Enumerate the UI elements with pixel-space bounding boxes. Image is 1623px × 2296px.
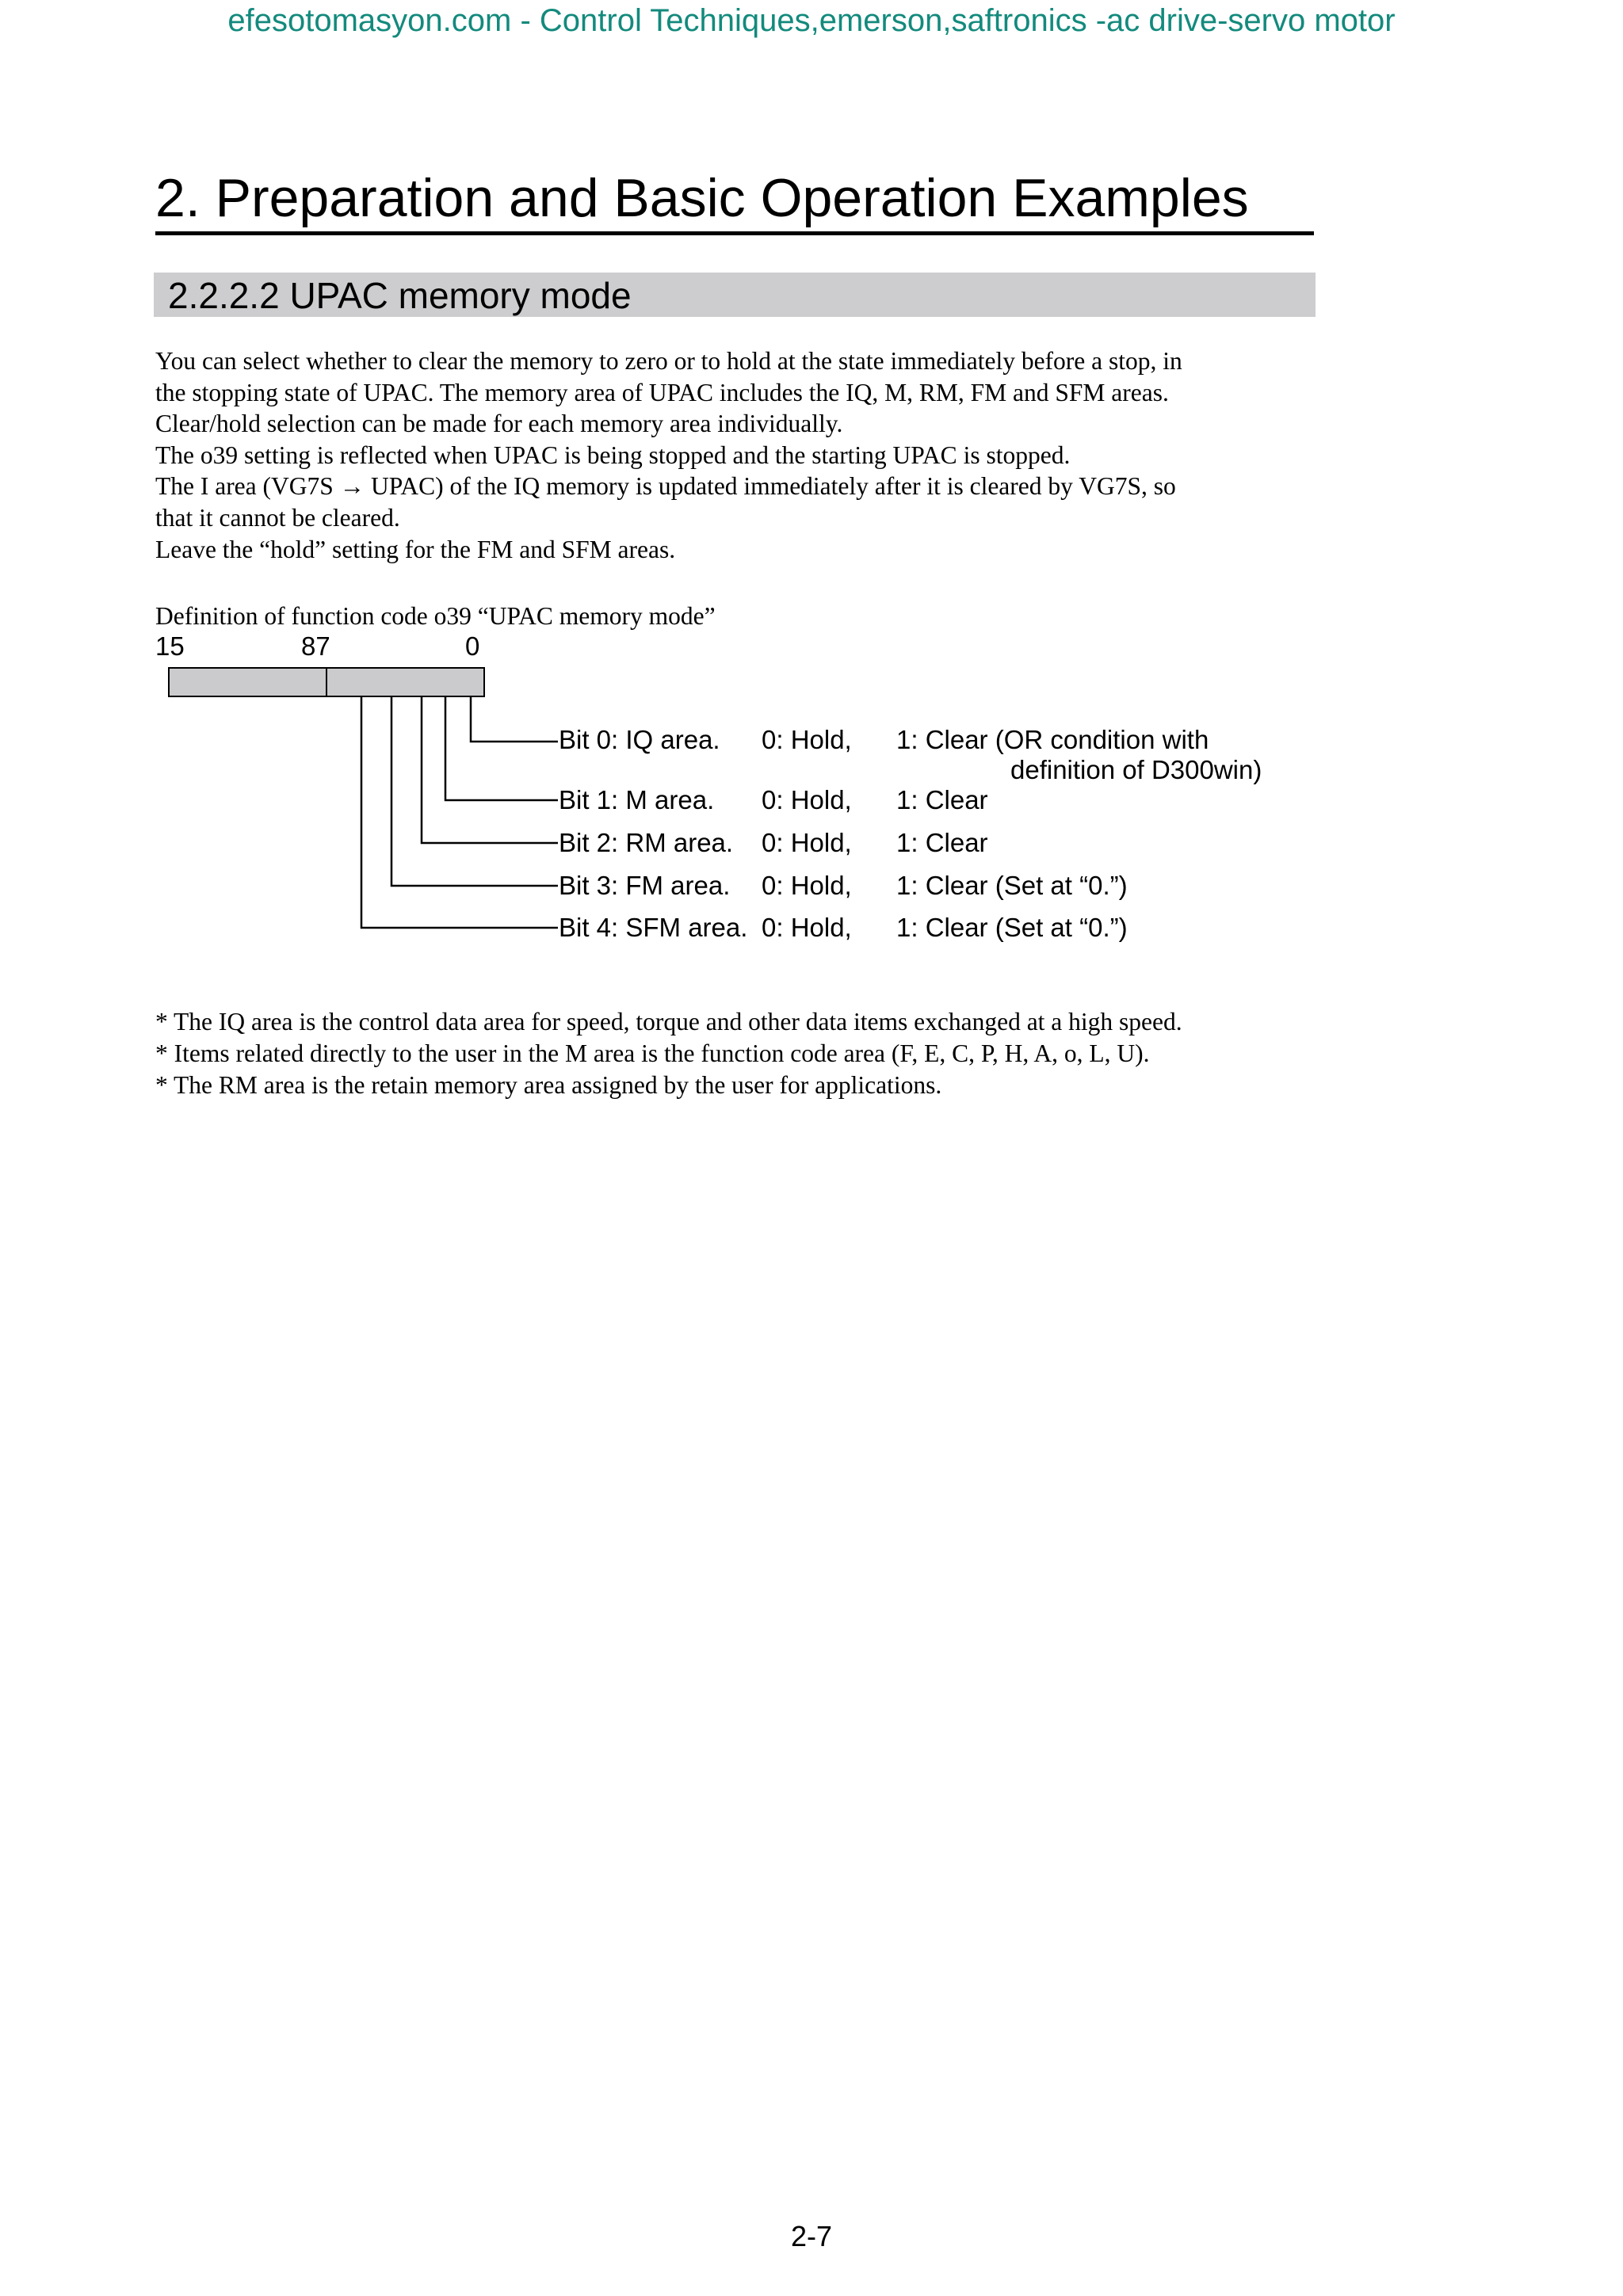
bit-hold: 0: Hold, [762,871,852,900]
bit-hold: 0: Hold, [762,725,852,754]
footnote-rm-area: * The RM area is the retain memory area assigned by the user for applications. [155,1071,942,1099]
bit-label: Bit 0: IQ area. [559,725,720,754]
bit-clear: 1: Clear (Set at “0.”) [896,913,1128,942]
footnote-iq-area: * The IQ area is the control data area for speed, torque and other data items exchanged at a high speed. [155,1008,1182,1035]
bit-label: Bit 3: FM area. [559,871,731,900]
bit-row-4 [559,912,1319,944]
bit-row-3 [559,870,1319,902]
bit-hold: 0: Hold, [762,828,852,857]
bit-clear: 1: Clear (OR condition with [896,725,1209,754]
paragraph-line: Clear/hold selection can be made for each memory area individually. [155,410,843,438]
bit-row-0 [559,724,1319,788]
bit-label: Bit 2: RM area. [559,828,734,857]
bit-clear: 1: Clear [896,785,988,814]
bit-number-15: 15 [155,631,185,661]
bit-row-2 [559,827,1319,859]
footnote-m-area: * Items related directly to the user in the M area is the function code area (F, E, C, P, H, A, o, L, U). [155,1039,1150,1067]
paragraph-line: the stopping state of UPAC. The memory area of UPAC includes the IQ, M, RM, FM and SFM areas. [155,378,1169,406]
leader-line-bit0 [471,697,558,742]
paragraph-line: The o39 setting is reflected when UPAC is being stopped and the starting UPAC is stopped. [155,441,1071,469]
paragraph-line: Leave the “hold” setting for the FM and SFM areas. [155,535,676,563]
watermark-header: efesotomasyon.com - Control Techniques,emerson,saftronics -ac drive-servo motor [227,3,1396,38]
bit-row-1 [559,784,1319,816]
bit-hold: 0: Hold, [762,913,852,942]
bit-hold: 0: Hold, [762,785,852,814]
leader-line-bit1 [445,697,558,800]
bit-label: Bit 4: SFM area. [559,913,748,942]
paragraph-line: You can select whether to clear the memory to zero or to hold at the state immediately before a stop, in [155,347,1182,375]
bit-clear: 1: Clear (Set at “0.”) [896,871,1128,900]
definition-caption: Definition of function code o39 “UPAC memory mode” [155,602,716,630]
paragraph-line: that it cannot be cleared. [155,503,400,532]
bit-number-87: 87 [301,631,330,661]
leader-line-bit3 [391,697,558,886]
section-title: 2.2.2.2 UPAC memory mode [168,275,632,316]
leader-line-bit2 [422,697,558,843]
paragraph-line: The I area (VG7S → UPAC) of the IQ memory is updated immediately after it is cleared by VG7S, so [155,472,1176,501]
bit-clear-continuation: definition of D300win) [1010,755,1262,784]
bit-label: Bit 1: M area. [559,785,715,814]
chapter-title: 2. Preparation and Basic Operation Examples [155,166,1314,235]
bit-number-0: 0 [465,631,480,661]
page-number: 2-7 [790,2220,833,2252]
bit-clear: 1: Clear [896,828,988,857]
